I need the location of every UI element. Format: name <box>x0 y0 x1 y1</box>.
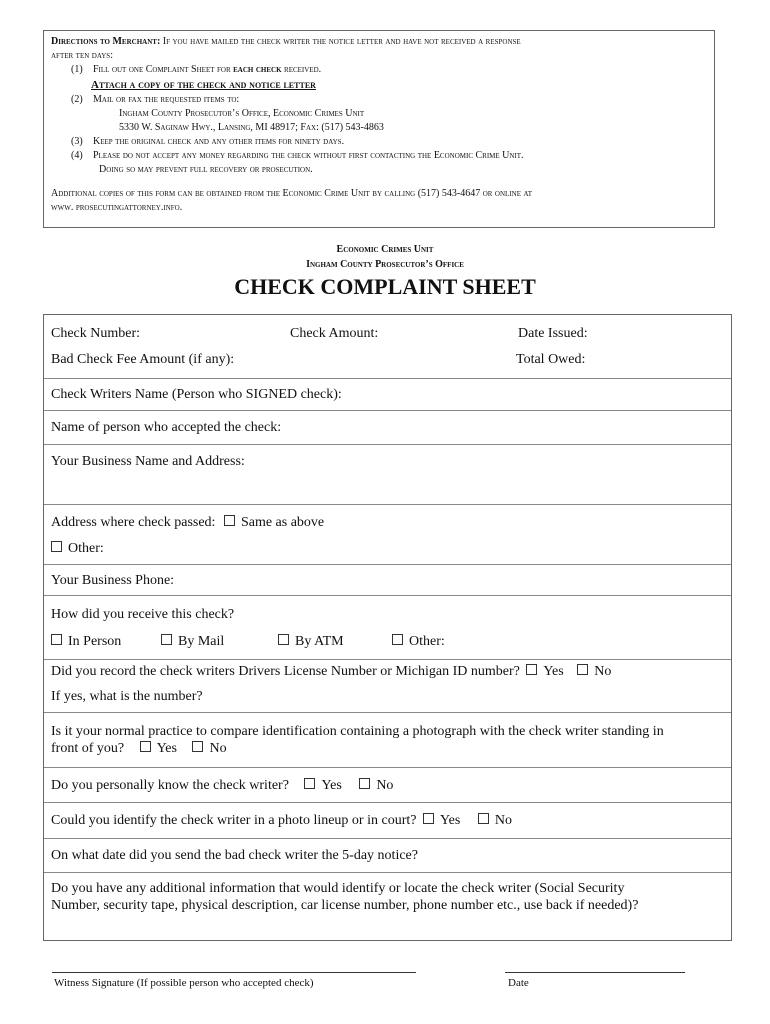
know-writer-yes-label: Yes <box>321 778 342 793</box>
id-practice-yes-checkbox[interactable] <box>140 741 151 752</box>
dl-no-label: No <box>594 664 612 679</box>
by-atm-checkbox[interactable] <box>278 634 289 645</box>
additional-info-question-cont: Number, security tape, physical description, car license number, phone number etc., use back if needed)? <box>51 898 639 913</box>
step4-number: (4) <box>71 150 83 161</box>
same-as-above-checkbox[interactable] <box>224 515 235 526</box>
attach-instruction: Attach a copy of the check and notice letter <box>91 79 316 91</box>
id-practice-question: Is it your normal practice to compare identification containing a photograph with the check writer standing in <box>51 724 664 739</box>
business-name-row <box>44 445 731 505</box>
check-number-field[interactable]: Check Number: <box>51 326 141 341</box>
directions-lead-label: Directions to Merchant: <box>51 36 161 47</box>
step2-text: Mail or fax the requested items to: <box>93 94 240 105</box>
know-writer-row <box>44 768 731 803</box>
step3-text: Keep the original check and any other items for ninety days. <box>93 136 345 147</box>
mailing-address-line1: Ingham County Prosecutor’s Office, Economic Crimes Unit <box>119 108 365 119</box>
id-practice-question-cont: front of you? <box>51 741 125 756</box>
date-signature-line[interactable] <box>505 972 685 973</box>
dl-yes-checkbox[interactable] <box>526 664 537 675</box>
accepted-by-row <box>44 411 731 445</box>
step1-text-b: received. <box>281 64 322 75</box>
office-heading: Ingham County Prosecutor’s Office <box>306 259 464 270</box>
witness-signature-line[interactable] <box>52 972 416 973</box>
step4-text-cont: Doing so may prevent full recovery or prosecution. <box>99 164 313 175</box>
complaint-form <box>43 314 732 941</box>
business-phone-field[interactable]: Your Business Phone: <box>51 573 175 588</box>
additional-info-row <box>44 873 731 941</box>
step1-number: (1) <box>71 64 83 75</box>
additional-copies-text: Additional copies of this form can be obtained from the Economic Crime Unit by calling (517) 543-4647 or online at <box>51 188 533 199</box>
identify-lineup-question: Could you identify the check writer in a photo lineup or in court? <box>51 813 417 828</box>
bad-check-fee-field[interactable]: Bad Check Fee Amount (if any): <box>51 352 235 367</box>
directions-box <box>43 30 715 228</box>
other-method-label: Other: <box>409 634 445 649</box>
dl-yes-label: Yes <box>543 664 564 679</box>
how-received-question: How did you receive this check? <box>51 607 235 622</box>
lineup-yes-checkbox[interactable] <box>423 813 434 824</box>
mailing-address-line2: 5330 W. Saginaw Hwy., Lansing, MI 48917; Fax: (517) 543-4863 <box>119 122 384 133</box>
id-practice-no-label: No <box>209 741 227 756</box>
dl-question: Did you record the check writers Drivers License Number or Michigan ID number? <box>51 664 520 679</box>
directions-lead-cont: after ten days: <box>51 50 113 61</box>
unit-heading: Economic Crimes Unit <box>336 244 434 255</box>
dl-no-checkbox[interactable] <box>577 664 588 675</box>
know-writer-question: Do you personally know the check writer? <box>51 778 289 793</box>
check-details-row <box>44 315 731 379</box>
lineup-no-label: No <box>494 813 512 828</box>
other-address-checkbox[interactable] <box>51 541 62 552</box>
by-mail-checkbox[interactable] <box>161 634 172 645</box>
by-mail-label: By Mail <box>178 634 225 649</box>
dl-number-field[interactable]: If yes, what is the number? <box>51 689 203 704</box>
directions-lead-text: If you have mailed the check writer the notice letter and have not received a response <box>160 36 521 47</box>
lineup-no-checkbox[interactable] <box>478 813 489 824</box>
business-phone-row <box>44 565 731 596</box>
date-issued-field[interactable]: Date Issued: <box>518 326 588 341</box>
how-received-row <box>44 596 731 660</box>
notice-date-row <box>44 839 731 873</box>
step1-text-bold: each check <box>233 64 282 75</box>
step4-text: Please do not accept any money regarding the check without first contacting the Economic Crime Unit. <box>93 150 524 161</box>
id-practice-no-checkbox[interactable] <box>192 741 203 752</box>
drivers-license-row <box>44 660 731 713</box>
address-passed-row <box>44 505 731 565</box>
step1-text-a: Fill out one Complaint Sheet for <box>93 64 234 75</box>
additional-info-question: Do you have any additional information that would identify or locate the check writer (Social Security <box>51 881 625 896</box>
step3-number: (3) <box>71 136 83 147</box>
other-address-label: Other: <box>68 541 104 556</box>
witness-signature-label: Witness Signature (If possible person who accepted check) <box>54 977 314 989</box>
other-method-checkbox[interactable] <box>392 634 403 645</box>
know-writer-no-label: No <box>376 778 394 793</box>
know-writer-no-checkbox[interactable] <box>359 778 370 789</box>
lineup-yes-label: Yes <box>439 813 461 828</box>
notice-date-field[interactable]: On what date did you send the bad check writer the 5-day notice? <box>51 848 418 863</box>
step2-number: (2) <box>71 94 83 105</box>
business-name-field[interactable]: Your Business Name and Address: <box>51 454 245 469</box>
writer-name-field[interactable]: Check Writers Name (Person who SIGNED check): <box>51 387 342 402</box>
address-passed-label: Address where check passed: <box>51 515 216 530</box>
id-practice-yes-label: Yes <box>156 741 177 756</box>
page-title: CHECK COMPLAINT SHEET <box>234 274 536 299</box>
check-amount-field[interactable]: Check Amount: <box>290 326 379 341</box>
know-writer-yes-checkbox[interactable] <box>304 778 315 789</box>
id-practice-row <box>44 713 731 768</box>
same-as-above-label: Same as above <box>240 515 325 530</box>
writer-name-row <box>44 379 731 411</box>
website-link[interactable]: www. prosecutingattorney.info. <box>51 202 183 213</box>
in-person-checkbox[interactable] <box>51 634 62 645</box>
date-signature-label: Date <box>508 977 529 989</box>
identify-lineup-row <box>44 803 731 839</box>
by-atm-label: By ATM <box>295 634 344 649</box>
accepted-by-field[interactable]: Name of person who accepted the check: <box>51 420 282 435</box>
in-person-label: In Person <box>68 634 122 649</box>
total-owed-field[interactable]: Total Owed: <box>516 352 586 367</box>
